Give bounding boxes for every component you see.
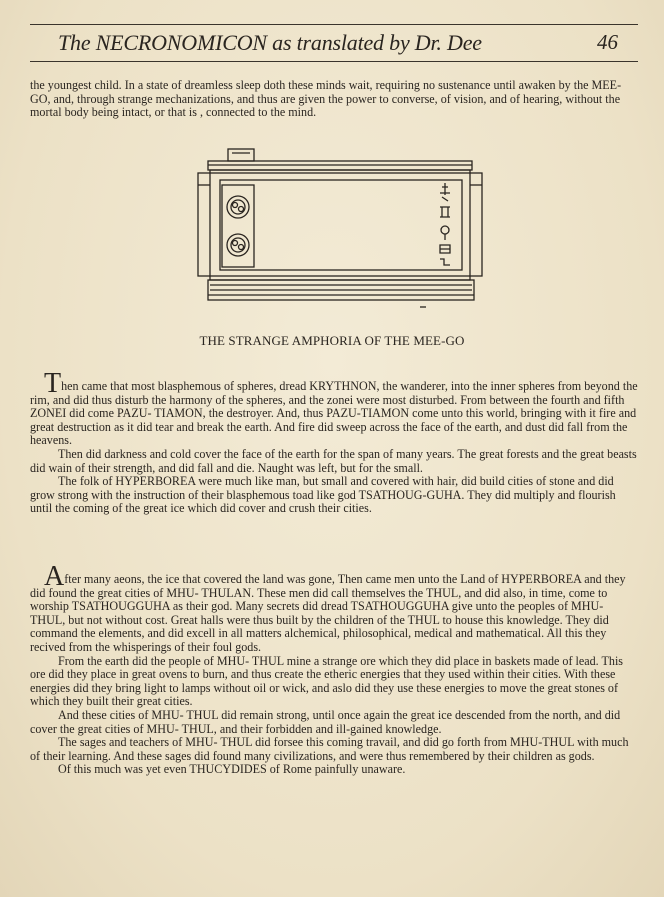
section-one-paragraph-2: Then did darkness and cold cover the face of the earth for the span of many years. The great forests and the great beasts did wain of their strength, and did fall and die. Naught was left, but for the small. <box>30 446 637 475</box>
intro-text: the youngest child. In a state of dreamless sleep doth these minds wait, requiring no sustenance until awaken by the MEE-GO, and, through strange mechanizations, and thus are given the power to converse, of vision, and of hearing, without the mortal body being intact, or that is , connected to the mind. <box>30 78 622 120</box>
page-header <box>58 30 618 60</box>
section-two-paragraph-4: The sages and teachers of MHU- THUL did forsee this coming travail, and did go forth from MHU-THUL with much of their learning. And these sages did found many civilizations, and were thus remembered by their children as gods. <box>30 735 629 763</box>
glyph-symbols <box>440 183 450 265</box>
top-knob <box>228 149 254 161</box>
page-number: 46 <box>597 30 618 54</box>
page-title: The NECRONOMICON as translated by Dr. Dee <box>58 30 482 55</box>
outer-frame <box>198 173 482 276</box>
section-one-p1-text: hen came that most blasphemous of spheres, dread KRYTHNON, the wanderer, into the inner spheres from beyond the rim, and did thus disturb the harmony of the spheres, and the zonei were most disturbed. From between the fourth and fifth ZONEI did come PAZU- TIAMON, the destroyer. And, thus PAZU-TIAMON come unto this world, bringing with it fire and great destruction as it did tear and break the earth. And fire did sweep across the face of the earth, and dust did fall from the heavens. <box>30 379 638 448</box>
header-top-rule <box>30 24 638 25</box>
section-two <box>30 561 638 777</box>
section-two-paragraph-1 <box>30 561 638 655</box>
section-one-paragraph-3: The folk of HYPERBOREA were much like man, but small and covered with hair, did build cities of stone and did grow strong with the instruction of their blasphemous toad like god TSATHOUG-GUHA. They did multiply and flourish until the coming of the great ice which did cover and crush their cities. <box>30 474 616 516</box>
speaker-box <box>222 185 254 267</box>
section-two-paragraph-2: From the earth did the people of MHU- THUL mine a strange ore which they did place in baskets made of lead. This ore did they place in great ovens to burn, and thus create the etheric energies that they used within their cities. With these energies did they bring light to lamps without oil or wick, and aslo did they use these energies to move the great stones of which they built their great cities. <box>30 653 624 709</box>
dropcap-a: A <box>44 561 65 592</box>
figure-caption: THE STRANGE AMPHORIA OF THE MEE-GO <box>199 333 465 348</box>
section-two-p1-text: fter many aeons, the ice that covered the land was gone, Then came men unto the Land of HYPERBOREA and they did found the great cities of MHU- THULAN. These men did call themselves the THUL, and did also, in time, come to worship TSATHOUGGUHA as their god. Many secrets did dread TSATHOUGGUHA give unto the peoples of MHU- THUL, but not without cost. Great halls were thus built by the children of the THUL to house this knowledge. They did command the elements, and did excell in all matters alchemical, philosophical, medical and mathematical. All this they recived from the whisperings of their foul gods. <box>30 572 626 654</box>
dropcap-t: T <box>44 368 62 399</box>
intro-paragraph <box>30 79 638 120</box>
section-two-paragraph-5: Of this much was yet even THUCYDIDES of Rome painfully unaware. <box>58 762 406 777</box>
amphoria-illustration <box>190 145 490 310</box>
header-bottom-rule <box>30 61 638 62</box>
section-two-paragraph-3: And these cities of MHU- THUL did remain strong, until once again the great ice descended from the north, and did cover the great cities of MHU- THUL, and their forbidden and ill-gained knowledge. <box>30 707 621 736</box>
section-one <box>30 368 638 516</box>
section-one-paragraph-1 <box>30 368 638 448</box>
